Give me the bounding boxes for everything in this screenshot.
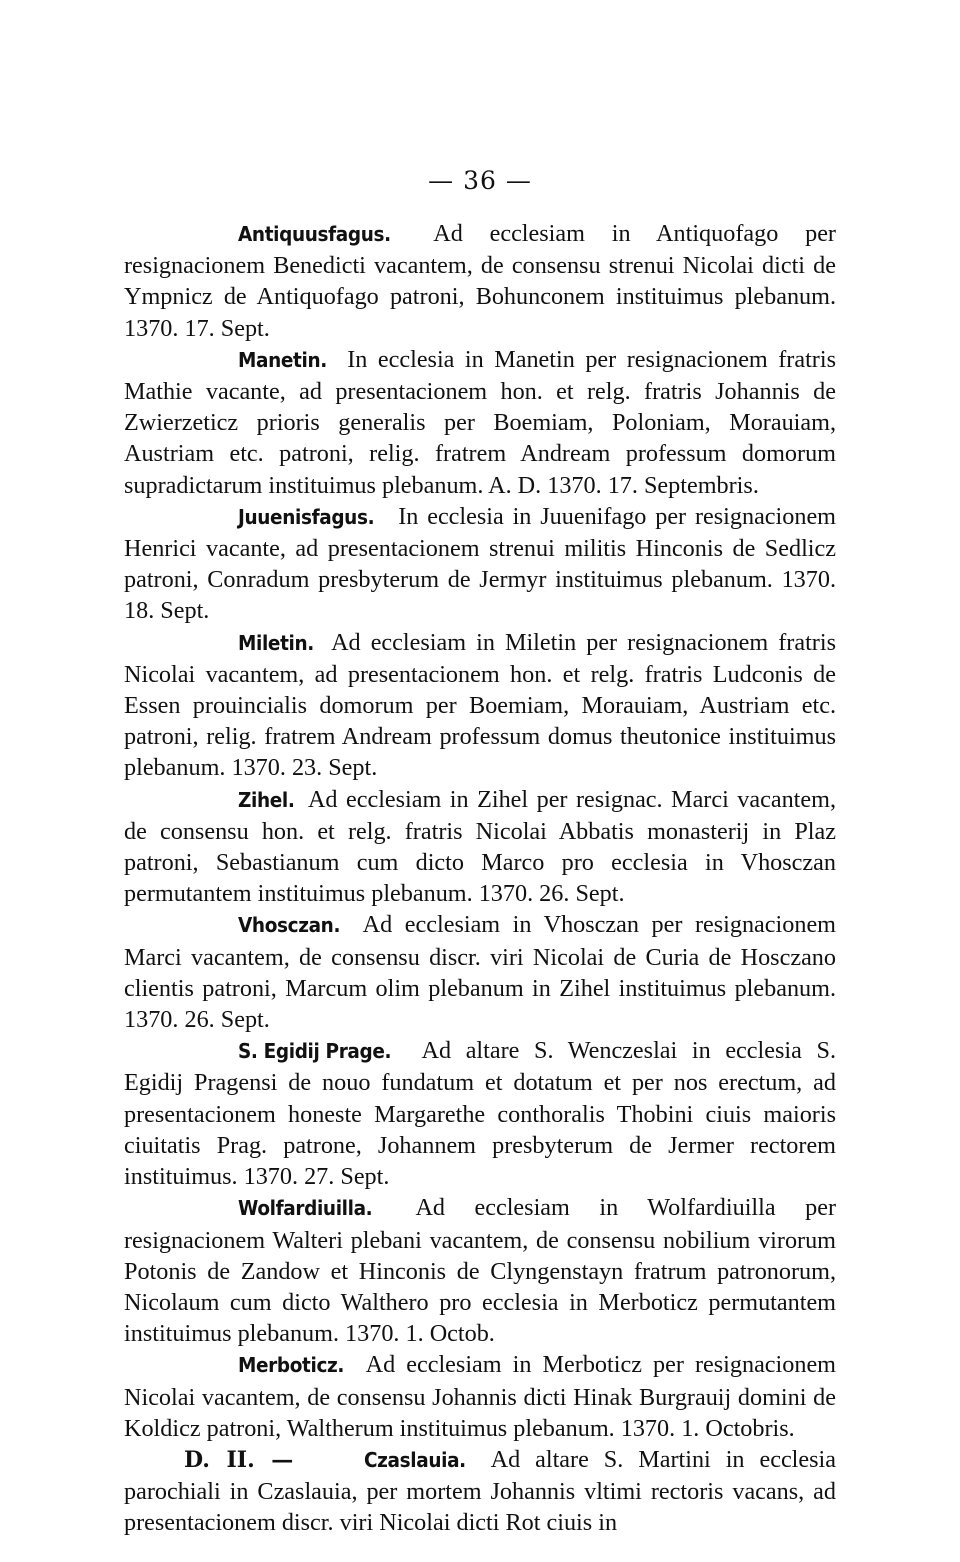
entry-heading: Antiquusfagus.	[238, 222, 391, 246]
entry-antiquusfagus	[124, 218, 836, 344]
entry-text: Ad ecclesiam in Antiquofago per resignacionem Benedicti vacantem, de consensu strenui Nicolai dicti de Ympnicz de Antiquofago patroni, Bohunconem instituimus plebanum. 1370. 17. Sept.	[124, 220, 836, 342]
entry-heading: Zihel.	[238, 787, 295, 812]
entry-heading: Miletin.	[238, 630, 314, 655]
entry-juuenisfagus	[124, 501, 836, 627]
entry-manetin	[124, 344, 836, 501]
entry-s-egidij-prage	[124, 1035, 836, 1192]
page-number: — 36 —	[428, 166, 532, 195]
entry-merboticz	[124, 1349, 836, 1444]
entry-vhosczan	[124, 909, 836, 1035]
entry-text: Ad altare S. Wenczeslai in ecclesia S. Egidij Pragensi de nouo fundatum et dotatum et per nos erectum, ad presentacionem honeste Margarethe conthoralis Thobini ciuis maioris ciuitatis Prag. patrone, Johannem presbyterum de Jermer rectorem instituimus. 1370. 27. Sept.	[124, 1037, 836, 1191]
entry-czaslauia	[124, 1444, 836, 1539]
entry-wolfardiuilla	[124, 1192, 836, 1349]
entry-heading: Wolfardiuilla.	[238, 1196, 373, 1221]
entry-text: Ad altare S. Martini in ecclesia parochiali in Czaslauia, per mortem Johannis vltimi rectoris vacans, ad presentacionem discr. viri Nicolai dicti Rot ciuis in	[124, 1445, 836, 1537]
entry-text: Ad ecclesiam in Wolfardiuilla per resignacionem Walteri plebani vacantem, de consensu nobilium virorum Potonis de Zandow et Hinconis de Clyngenstayn fratrum patronorum, Nicolaum cum dicto Walthero pro ecclesia in Merboticz permutantem instituimus plebanum. 1370. 1. Octob.	[124, 1194, 836, 1348]
entry-heading: Juuenisfagus.	[238, 504, 375, 529]
entry-text: Ad ecclesiam in Miletin per resignacionem fratris Nicolai vacantem, ad presentacionem hon. et relg. fratris Ludconis de Essen prouincialis domorum per Boemiam, Morauiam, Austriam etc. patroni, relig. fratrem Andream professum domus theutonice instituimus plebanum. 1370. 23. Sept.	[124, 628, 836, 782]
entry-zihel	[124, 784, 836, 910]
entry-text: Ad ecclesiam in Merboticz per resignacionem Nicolai vacantem, de consensu Johannis dicti Hinak Burgrauij domini de Koldicz patroni, Waltherum instituimus plebanum. 1370. 1. Octobris.	[124, 1351, 836, 1442]
entry-text: Ad ecclesiam in Zihel per resignac. Marci vacantem, de consensu hon. et relg. fratris Nicolai Abbatis monasterij in Plaz patroni, Sebastianum cum dicto Marco pro ecclesia in Vhosczan permutantem instituimus plebanum. 1370. 26. Sept.	[124, 785, 836, 908]
entry-heading: Merboticz.	[238, 1353, 345, 1378]
entry-text: In ecclesia in Manetin per resignacionem fratris Mathie vacante, ad presentacionem hon. et relg. fratris Johannis de Zwierzeticz prioris generalis per Boemiam, Poloniam, Morauiam, Austriam etc. patroni, relig. fratrem Andream professum domorum supradictarum instituimus plebanum. A. D. 1370. 17. Septembris.	[124, 345, 836, 499]
entry-heading: Czaslauia.	[363, 1447, 466, 1472]
entry-miletin	[124, 627, 836, 784]
entry-heading: S. Egidij Prage.	[238, 1039, 392, 1064]
entry-lead: D. II. —	[184, 1446, 310, 1473]
entry-text: Ad ecclesiam in Vhosczan per resignacionem Marci vacantem, de consensu discr. viri Nicolai de Curia de Hosczano clientis patroni, Marcum olim plebanum in Zihel instituimus plebanum. 1370. 26. Sept.	[124, 911, 836, 1034]
entry-heading: Manetin.	[238, 347, 327, 372]
entry-heading: Vhosczan.	[238, 913, 341, 938]
page-body	[124, 218, 836, 1539]
entry-text: In ecclesia in Juuenifago per resignacionem Henrici vacante, ad presentacionem strenui militis Hinconis de Sedlicz patroni, Conradum presbyterum de Jermyr instituimus plebanum. 1370. 18. Sept.	[124, 502, 836, 625]
